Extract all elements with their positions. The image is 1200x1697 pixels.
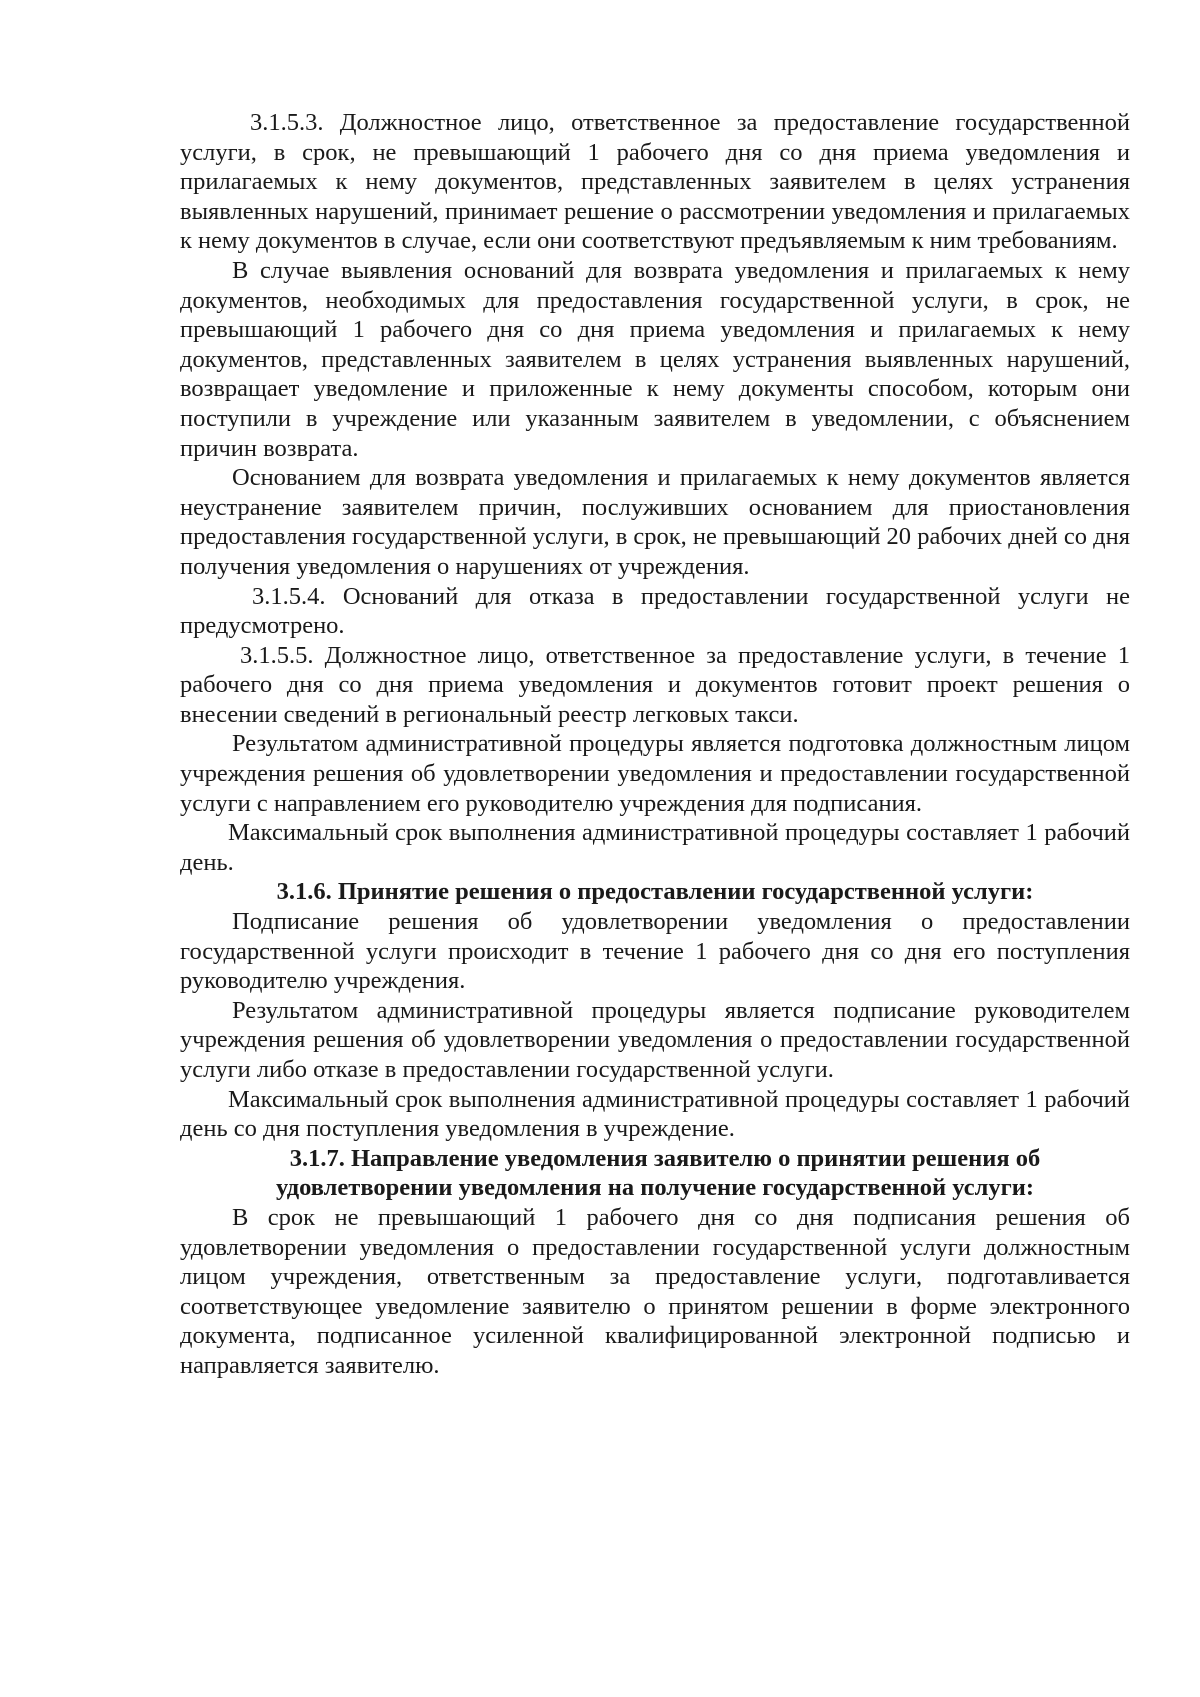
paragraph-notification: В срок не превышающий 1 рабочего дня со дня подписания решения об удовлетворении уведомления о предоставлении государственной услуги должностным лицом учреждения, ответственным за предоставление услуги, подготавливается соответствующее уведомление заявителю о принятом решении в форме электронного документа, подписанное усиленной квалифицированной электронной подписью и направляется заявителю. [180, 1203, 1130, 1379]
paragraph-result-signing: Результатом административной процедуры является подписание руководителем учреждения решения об удовлетворении уведомления о предоставлении государственной услуги либо отказе в предоставлении государственной услуги. [180, 996, 1130, 1083]
paragraph-3-1-5-5: 3.1.5.5. Должностное лицо, ответственное за предоставление услуги, в течение 1 рабочего дня со дня приема уведомления и документов готовит проект решения о внесении сведений в региональный реестр легковых такси. [180, 641, 1130, 728]
paragraph-return-case: В случае выявления оснований для возврата уведомления и прилагаемых к нему документов, необходимых для предоставления государственной услуги, в срок, не превышающий 1 рабочего дня со дня приема уведомления и прилагаемых к нему документов, представленных заявителем в целях устранения выявленных нарушений, возвращает уведомление и приложенные к нему документы способом, которым они поступили в учреждение или указанным заявителем в уведомлении, с объяснением причин возврата. [180, 256, 1130, 462]
paragraph-signing: Подписание решения об удовлетворении уведомления о предоставлении государственной услуги происходит в течение 1 рабочего дня со дня его поступления руководителю учреждения. [180, 908, 1130, 995]
paragraph-return-basis: Основанием для возврата уведомления и прилагаемых к нему документов является неустранение заявителем причин, послуживших основанием для приостановления предоставления государственной услуги, в срок, не превышающий 20 рабочих дней со дня получения уведомления о нарушениях от учреждения. [180, 464, 1130, 580]
paragraph-max-duration-2: Максимальный срок выполнения административной процедуры составляет 1 рабочий день со дня поступления уведомления в учреждение. [180, 1085, 1130, 1143]
document-page [180, 108, 1130, 1381]
paragraph-3-1-5-4: 3.1.5.4. Оснований для отказа в предоставлении государственной услуги не предусмотрено. [180, 582, 1130, 640]
paragraph-max-duration-1: Максимальный срок выполнения административной процедуры составляет 1 рабочий день. [180, 819, 1130, 876]
heading-3-1-7-line-2: удовлетворении уведомления на получение государственной услуги: [276, 1174, 1034, 1202]
paragraph-3-1-5-3: 3.1.5.3. Должностное лицо, ответственное за предоставление государственной услуги, в срок, не превышающий 1 рабочего дня со дня приема уведомления и прилагаемых к нему документов, представленных заявителем в целях устранения выявленных нарушений, принимает решение о рассмотрении уведомления и прилагаемых к нему документов в случае, если они соответствуют предъявляемым к ним требованиям. [180, 109, 1130, 255]
paragraph-result-preparation: Результатом административной процедуры является подготовка должностным лицом учреждения решения об удовлетворении уведомления и предоставлении государственной услуги с направлением его руководителю учреждения для подписания. [180, 730, 1130, 817]
heading-3-1-7-line-1: 3.1.7. Направление уведомления заявителю о принятии решения об [289, 1144, 1041, 1172]
heading-3-1-6: 3.1.6. Принятие решения о предоставлении государственной услуги: [276, 878, 1034, 906]
